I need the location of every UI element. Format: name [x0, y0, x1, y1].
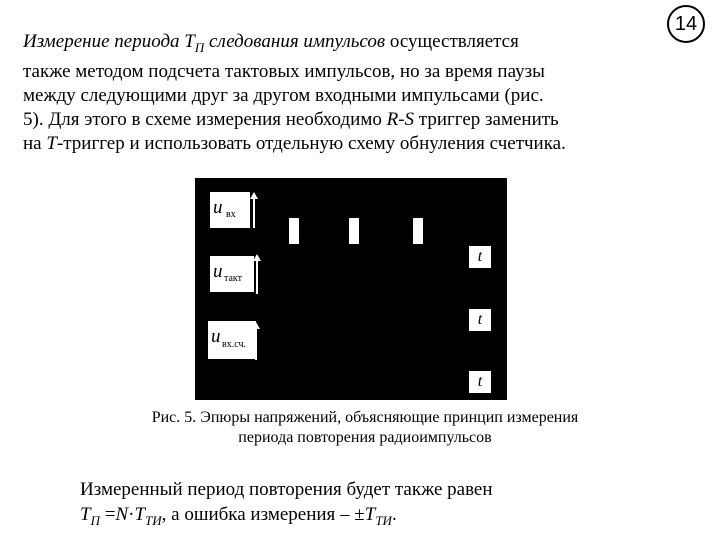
caption-line-2: периода повторения радиоимпульсов [238, 429, 492, 446]
text-t: Т [46, 132, 57, 154]
text-regular-2: -триггер и использовать отдельную схему обнуления счетчика. [56, 132, 566, 154]
formula-n: N [115, 504, 129, 525]
closing-line-1: Измеренный период повторения будет также равен [80, 479, 493, 500]
paragraph-line-5 [23, 132, 673, 156]
body-paragraph [23, 30, 673, 156]
label-u: u [213, 197, 223, 218]
time-label-3: t [469, 371, 491, 393]
label-u-in [210, 192, 250, 228]
caption-line-1: Рис. 5. Эпюры напряжений, объясняющие принцип измерения [151, 409, 579, 426]
formula-eq: = [99, 504, 116, 525]
paragraph-line-2: также методом подсчета тактовых импульсов, но за время паузы [23, 60, 545, 82]
input-pulse-1 [289, 218, 299, 244]
text-italic: Измерение периода Т [23, 31, 195, 52]
voltage-diagram [195, 178, 507, 400]
label-sub: вх.сч. [222, 339, 246, 350]
text-regular-2: триггер заменить [414, 108, 559, 130]
formula-t3: Т [364, 504, 376, 525]
text-rs: R-S [386, 108, 415, 130]
formula-sub-p: П [90, 512, 100, 528]
label-sub: вх [226, 209, 236, 220]
axis-arrow-2 [256, 260, 258, 294]
time-label-1: t [469, 246, 491, 268]
formula-dot: · [128, 504, 135, 525]
closing-line-2 [80, 502, 680, 533]
page-number: 14 [674, 12, 698, 35]
input-pulse-2 [349, 218, 359, 244]
label-u-clock [210, 256, 254, 292]
label-u: u [213, 261, 223, 282]
label-u: u [211, 326, 221, 347]
formula-t2: Т [134, 504, 146, 525]
paragraph-line-4 [23, 108, 673, 132]
axis-arrow-3 [255, 328, 257, 360]
formula-sub-ti: ТИ [145, 512, 162, 528]
axis-arrow-1 [253, 198, 255, 228]
paragraph-line-1 [23, 30, 673, 60]
subscript-p: П [194, 39, 205, 55]
formula-period: . [391, 504, 397, 525]
label-u-counter [208, 321, 256, 359]
formula-text: , а ошибка измерения – ± [161, 504, 365, 525]
text-regular: 5). Для этого в схеме измерения необходимо [23, 108, 387, 130]
text-regular: осуществляется [385, 31, 519, 52]
text-regular: на [23, 132, 47, 154]
paragraph-line-3: между следующими друг за другом входными импульсами (рис. [23, 84, 544, 106]
text-italic-2: следования импульсов [204, 31, 386, 52]
time-label-2: t [469, 309, 491, 331]
closing-paragraph [80, 477, 680, 533]
formula-t: Т [80, 504, 91, 525]
formula-sub-ti-2: ТИ [375, 512, 392, 528]
label-sub: такт [224, 273, 243, 284]
figure-caption [80, 408, 650, 448]
input-pulse-3 [413, 218, 423, 244]
